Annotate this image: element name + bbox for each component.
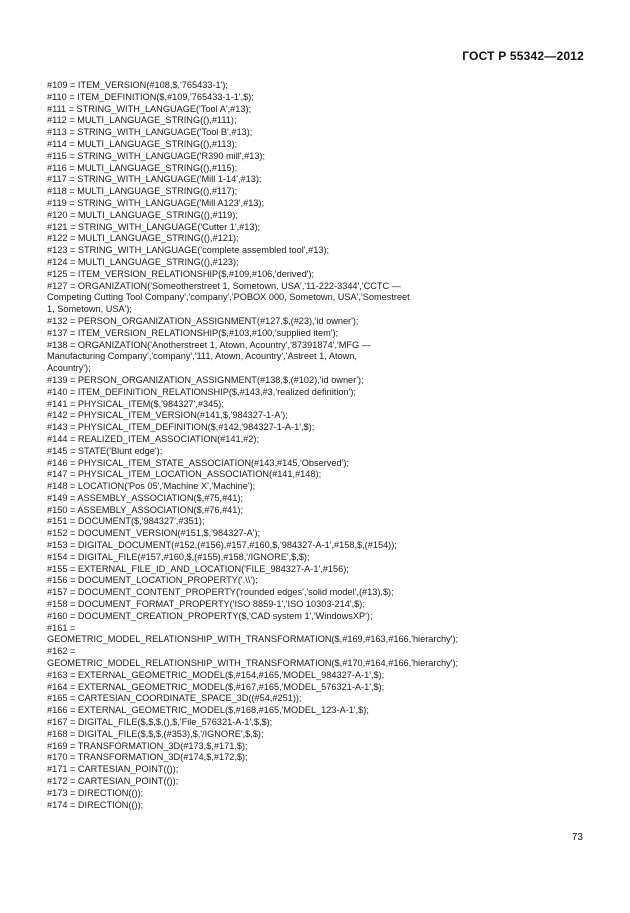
code-line: #157 = DOCUMENT_CONTENT_PROPERTY('rounded edges','solid model',(#13),$);: [47, 587, 394, 598]
code-line: #166 = EXTERNAL_GEOMETRIC_MODEL($,#168,#165,'MODEL_123-A-1',$);: [47, 705, 369, 716]
code-line: #153 = DIGITAL_DOCUMENT(#152,(#156),#157,#160,$,'984327-A-1',#158,$,(#154));: [47, 540, 397, 551]
code-line: #137 = ITEM_VERSION_RELATIONSHIP($,#103,#100,'supplied item');: [47, 327, 339, 338]
code-line: #161 =: [47, 622, 76, 633]
step-code-listing: [47, 80, 567, 811]
code-line: #147 = PHYSICAL_ITEM_LOCATION_ASSOCIATION(#141,#148);: [47, 469, 322, 480]
code-line: #111 = STRING_WITH_LANGUAGE('Tool A',#13);: [47, 103, 252, 114]
code-line: #112 = MULTI_LANGUAGE_STRING((),#111);: [47, 115, 237, 126]
code-line: #167 = DIGITAL_FILE($,$,$,(),$,'File_576321-A-1',$,$);: [47, 717, 273, 728]
code-line: #109 = ITEM_VERSION(#108,$,'765433-1');: [47, 80, 228, 90]
code-line: #168 = DIGITAL_FILE($,$,$,(#353),$,'/IGNORE',$,$);: [47, 728, 264, 739]
code-line: #124 = MULTI_LANGUAGE_STRING((),#123);: [47, 256, 239, 267]
code-line: #119 = STRING_WITH_LANGUAGE('Mill A123',#13);: [47, 197, 265, 208]
code-line: #173 = DIRECTION(());: [47, 787, 144, 798]
code-line: #160 = DOCUMENT_CREATION_PROPERTY($,'CAD system 1','WindowsXP');: [47, 610, 373, 621]
code-line: #156 = DOCUMENT_LOCATION_PROPERTY('.\\');: [47, 575, 258, 586]
code-line: #144 = REALIZED_ITEM_ASSOCIATION(#141,#2);: [47, 433, 259, 444]
code-line: #114 = MULTI_LANGUAGE_STRING((),#113);: [47, 138, 238, 149]
code-line: #118 = MULTI_LANGUAGE_STRING((),#117);: [47, 186, 238, 197]
code-line: #171 = CARTESIAN_POINT(());: [47, 764, 179, 775]
code-line: #164 = EXTERNAL_GEOMETRIC_MODEL($,#167,#165,'MODEL_576321-A-1',$);: [47, 681, 385, 692]
code-line: #169 = TRANSFORMATION_3D(#173,$,#171,$);: [47, 740, 248, 751]
code-line: #127 = ORGANIZATION('Someotherstreet 1, Sometown, USA','11-222-3344','CCTC —: [47, 280, 401, 291]
code-line: GEOMETRIC_MODEL_RELATIONSHIP_WITH_TRANSFORMATION($,#169,#163,#166,'hierarchy');: [47, 634, 459, 645]
code-line: Manufacturing Company','company','111, Atown, Acountry','Astreet 1, Atown,: [47, 351, 357, 362]
code-line: #152 = DOCUMENT_VERSION(#151,$,'984327-A');: [47, 528, 261, 539]
code-line: GEOMETRIC_MODEL_RELATIONSHIP_WITH_TRANSFORMATION($,#170,#164,#166,'hierarchy');: [47, 658, 459, 669]
code-line: #123 = STRING_WITH_LANGUAGE('complete assembled tool',#13);: [47, 245, 330, 256]
code-line: #143 = PHYSICAL_ITEM_DEFINITION($,#142,'984327-1-A-1',$);: [47, 422, 315, 433]
code-line: #151 = DOCUMENT($,'984327',#351);: [47, 516, 205, 527]
code-line: #110 = ITEM_DEFINITION($,#109,'765433-1-1',$);: [47, 91, 254, 102]
code-line: #120 = MULTI_LANGUAGE_STRING((),#119);: [47, 209, 238, 220]
code-line: #142 = PHYSICAL_ITEM_VERSION(#141,$,'984327-1-A');: [47, 410, 288, 421]
code-line: #155 = EXTERNAL_FILE_ID_AND_LOCATION('FILE_984327-A-1',#156);: [47, 563, 349, 574]
code-line: #154 = DIGITAL_FILE(#157,#160,$,(#155),#158,'/IGNORE',$,$);: [47, 551, 310, 562]
code-line: 1, Sometown, USA');: [47, 304, 132, 315]
code-line: #121 = STRING_WITH_LANGUAGE('Cutter 1',#13);: [47, 221, 261, 232]
code-line: #172 = CARTESIAN_POINT(());: [47, 776, 179, 787]
code-line: #125 = ITEM_VERSION_RELATIONSHIP($,#109,#106,'derived');: [47, 268, 315, 279]
code-line: Acountry');: [47, 363, 91, 374]
code-line: #141 = PHYSICAL_ITEM($,'984327',#345);: [47, 398, 224, 409]
code-line: #150 = ASSEMBLY_ASSOCIATION($,#76,#41);: [47, 504, 244, 515]
code-line: #163 = EXTERNAL_GEOMETRIC_MODEL($,#154,#165,'MODEL_984327-A-1',$);: [47, 669, 385, 680]
code-line: #138 = ORGANIZATION('Anotherstreet 1, Atown, Acountry','87391874','MFG —: [47, 339, 371, 350]
code-line: #146 = PHYSICAL_ITEM_STATE_ASSOCIATION(#143,#145,'Observed');: [47, 457, 349, 468]
standard-header: ГОСТ Р 55342—2012: [462, 49, 584, 63]
code-line: #139 = PERSON_ORGANIZATION_ASSIGNMENT(#138,$,(#102),'id owner');: [47, 374, 364, 385]
code-line: #158 = DOCUMENT_FORMAT_PROPERTY('ISO 8859-1','ISO 10303-214',$);: [47, 599, 365, 610]
code-line: #149 = ASSEMBLY_ASSOCIATION($,#75,#41);: [47, 492, 244, 503]
code-line: #148 = LOCATION('Pos 05','Machine X','Machine');: [47, 481, 256, 492]
code-line: #170 = TRANSFORMATION_3D(#174,$,#172,$);: [47, 752, 248, 763]
code-line: #122 = MULTI_LANGUAGE_STRING((),#121);: [47, 233, 239, 244]
code-line: #145 = STATE('Blunt edge');: [47, 445, 163, 456]
code-line: #140 = ITEM_DEFINITION_RELATIONSHIP($,#143,#3,'realized definition');: [47, 386, 356, 397]
code-line: #174 = DIRECTION(());: [47, 799, 144, 810]
page-number: 73: [571, 832, 583, 843]
code-line: #116 = MULTI_LANGUAGE_STRING((),#115);: [47, 162, 238, 173]
code-line: #165 = CARTESIAN_COORDINATE_SPACE_3D((#54,#251));: [47, 693, 302, 704]
code-line: Competing Cutting Tool Company','company','POBOX 000, Sometown, USA','Somestreet: [47, 292, 410, 303]
code-line: #113 = STRING_WITH_LANGUAGE('Tool B',#13);: [47, 127, 253, 138]
code-line: #132 = PERSON_ORGANIZATION_ASSIGNMENT(#127,$,(#23),'id owner');: [47, 315, 359, 326]
code-line: #162 =: [47, 646, 76, 657]
code-line: #115 = STRING_WITH_LANGUAGE('R390 mill',#13);: [47, 150, 266, 161]
code-line: #117 = STRING_WITH_LANGUAGE('Mill 1-14',#13);: [47, 174, 262, 185]
